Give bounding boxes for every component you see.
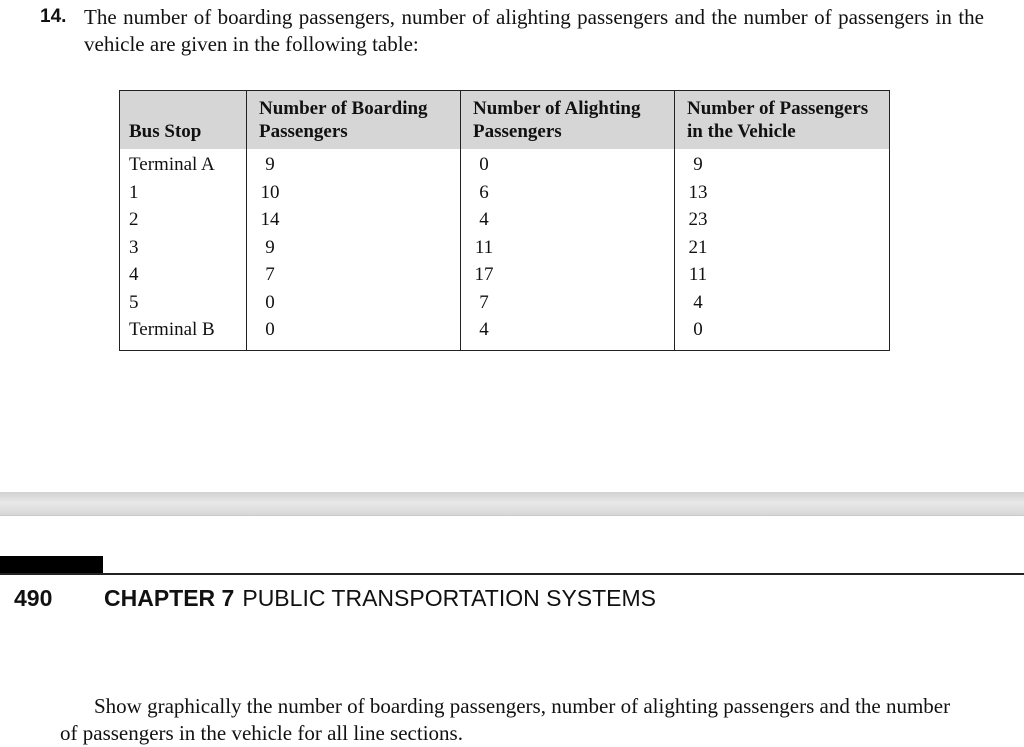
page-number: 490	[14, 585, 53, 611]
table-row	[120, 316, 890, 350]
cell-bus-stop: Terminal B	[120, 316, 247, 350]
table-row	[120, 149, 890, 179]
cell-in-vehicle	[675, 289, 890, 317]
cell-in-vehicle	[675, 234, 890, 262]
boarding-value: 9	[265, 154, 275, 175]
alighting-value: 11	[474, 236, 494, 258]
alighting-value: 7	[479, 291, 489, 313]
in-vehicle-value: 9	[693, 154, 703, 175]
cell-in-vehicle	[675, 261, 890, 289]
table-row	[120, 206, 890, 234]
problem-number: 14.	[40, 6, 67, 27]
boarding-value: 9	[265, 236, 275, 258]
table-row	[120, 261, 890, 289]
boarding-value: 0	[265, 319, 275, 340]
alighting-value: 4	[479, 319, 489, 340]
cell-in-vehicle	[675, 149, 890, 179]
chapter-title: PUBLIC TRANSPORTATION SYSTEMS	[242, 585, 657, 611]
cell-boarding	[247, 316, 461, 350]
table-row	[120, 289, 890, 317]
page-break-divider	[0, 515, 1024, 516]
cell-boarding	[247, 206, 461, 234]
header-in-vehicle: Number of Passengers in the Vehicle	[675, 91, 890, 150]
in-vehicle-value: 4	[693, 291, 703, 313]
cell-alighting	[461, 179, 675, 207]
boarding-value: 10	[260, 181, 280, 203]
boarding-value: 14	[260, 209, 280, 230]
table-header-row	[120, 91, 890, 150]
page-break-band	[0, 492, 1024, 516]
header-alighting: Number of Alighting Passengers	[461, 91, 675, 150]
in-vehicle-value: 11	[688, 264, 708, 285]
cell-alighting	[461, 261, 675, 289]
alighting-value: 4	[479, 209, 489, 230]
cell-boarding	[247, 149, 461, 179]
cell-bus-stop: 3	[120, 234, 247, 262]
in-vehicle-value: 0	[693, 319, 703, 340]
cell-bus-stop: 2	[120, 206, 247, 234]
cell-bus-stop: 1	[120, 179, 247, 207]
boarding-value: 7	[265, 264, 275, 285]
cell-alighting	[461, 149, 675, 179]
header-bus-stop: Bus Stop	[120, 91, 247, 150]
cell-alighting	[461, 234, 675, 262]
cell-alighting	[461, 206, 675, 234]
header-boarding: Number of Boarding Passengers	[247, 91, 461, 150]
cell-boarding	[247, 289, 461, 317]
in-vehicle-value: 21	[688, 236, 708, 258]
alighting-value: 17	[474, 264, 494, 285]
chapter-label: CHAPTER 7	[104, 585, 235, 611]
cell-boarding	[247, 179, 461, 207]
in-vehicle-value: 13	[688, 181, 708, 203]
cell-boarding	[247, 261, 461, 289]
table-row	[120, 179, 890, 207]
continuation-text: Show graphically the number of boarding passengers, number of alighting passengers and the number of passengers in the vehicle for all line sections.	[60, 694, 951, 745]
cell-boarding	[247, 234, 461, 262]
cell-in-vehicle	[675, 206, 890, 234]
cell-bus-stop: 5	[120, 289, 247, 317]
cell-alighting	[461, 289, 675, 317]
chapter-heading	[104, 585, 656, 612]
table-row	[120, 234, 890, 262]
alighting-value: 6	[479, 181, 489, 203]
boarding-value: 0	[265, 291, 275, 313]
alighting-value: 0	[479, 154, 489, 175]
cell-in-vehicle	[675, 179, 890, 207]
cell-alighting	[461, 316, 675, 350]
in-vehicle-value: 23	[688, 209, 708, 230]
cell-in-vehicle	[675, 316, 890, 350]
passenger-table	[119, 90, 890, 351]
cell-bus-stop: Terminal A	[120, 149, 247, 179]
footer-rule	[0, 573, 1024, 575]
cell-bus-stop: 4	[120, 261, 247, 289]
problem-text: The number of boarding passengers, number of alighting passengers and the number of passengers in the vehicle are given in the following table:	[84, 5, 984, 56]
page-tab-marker	[0, 556, 103, 574]
